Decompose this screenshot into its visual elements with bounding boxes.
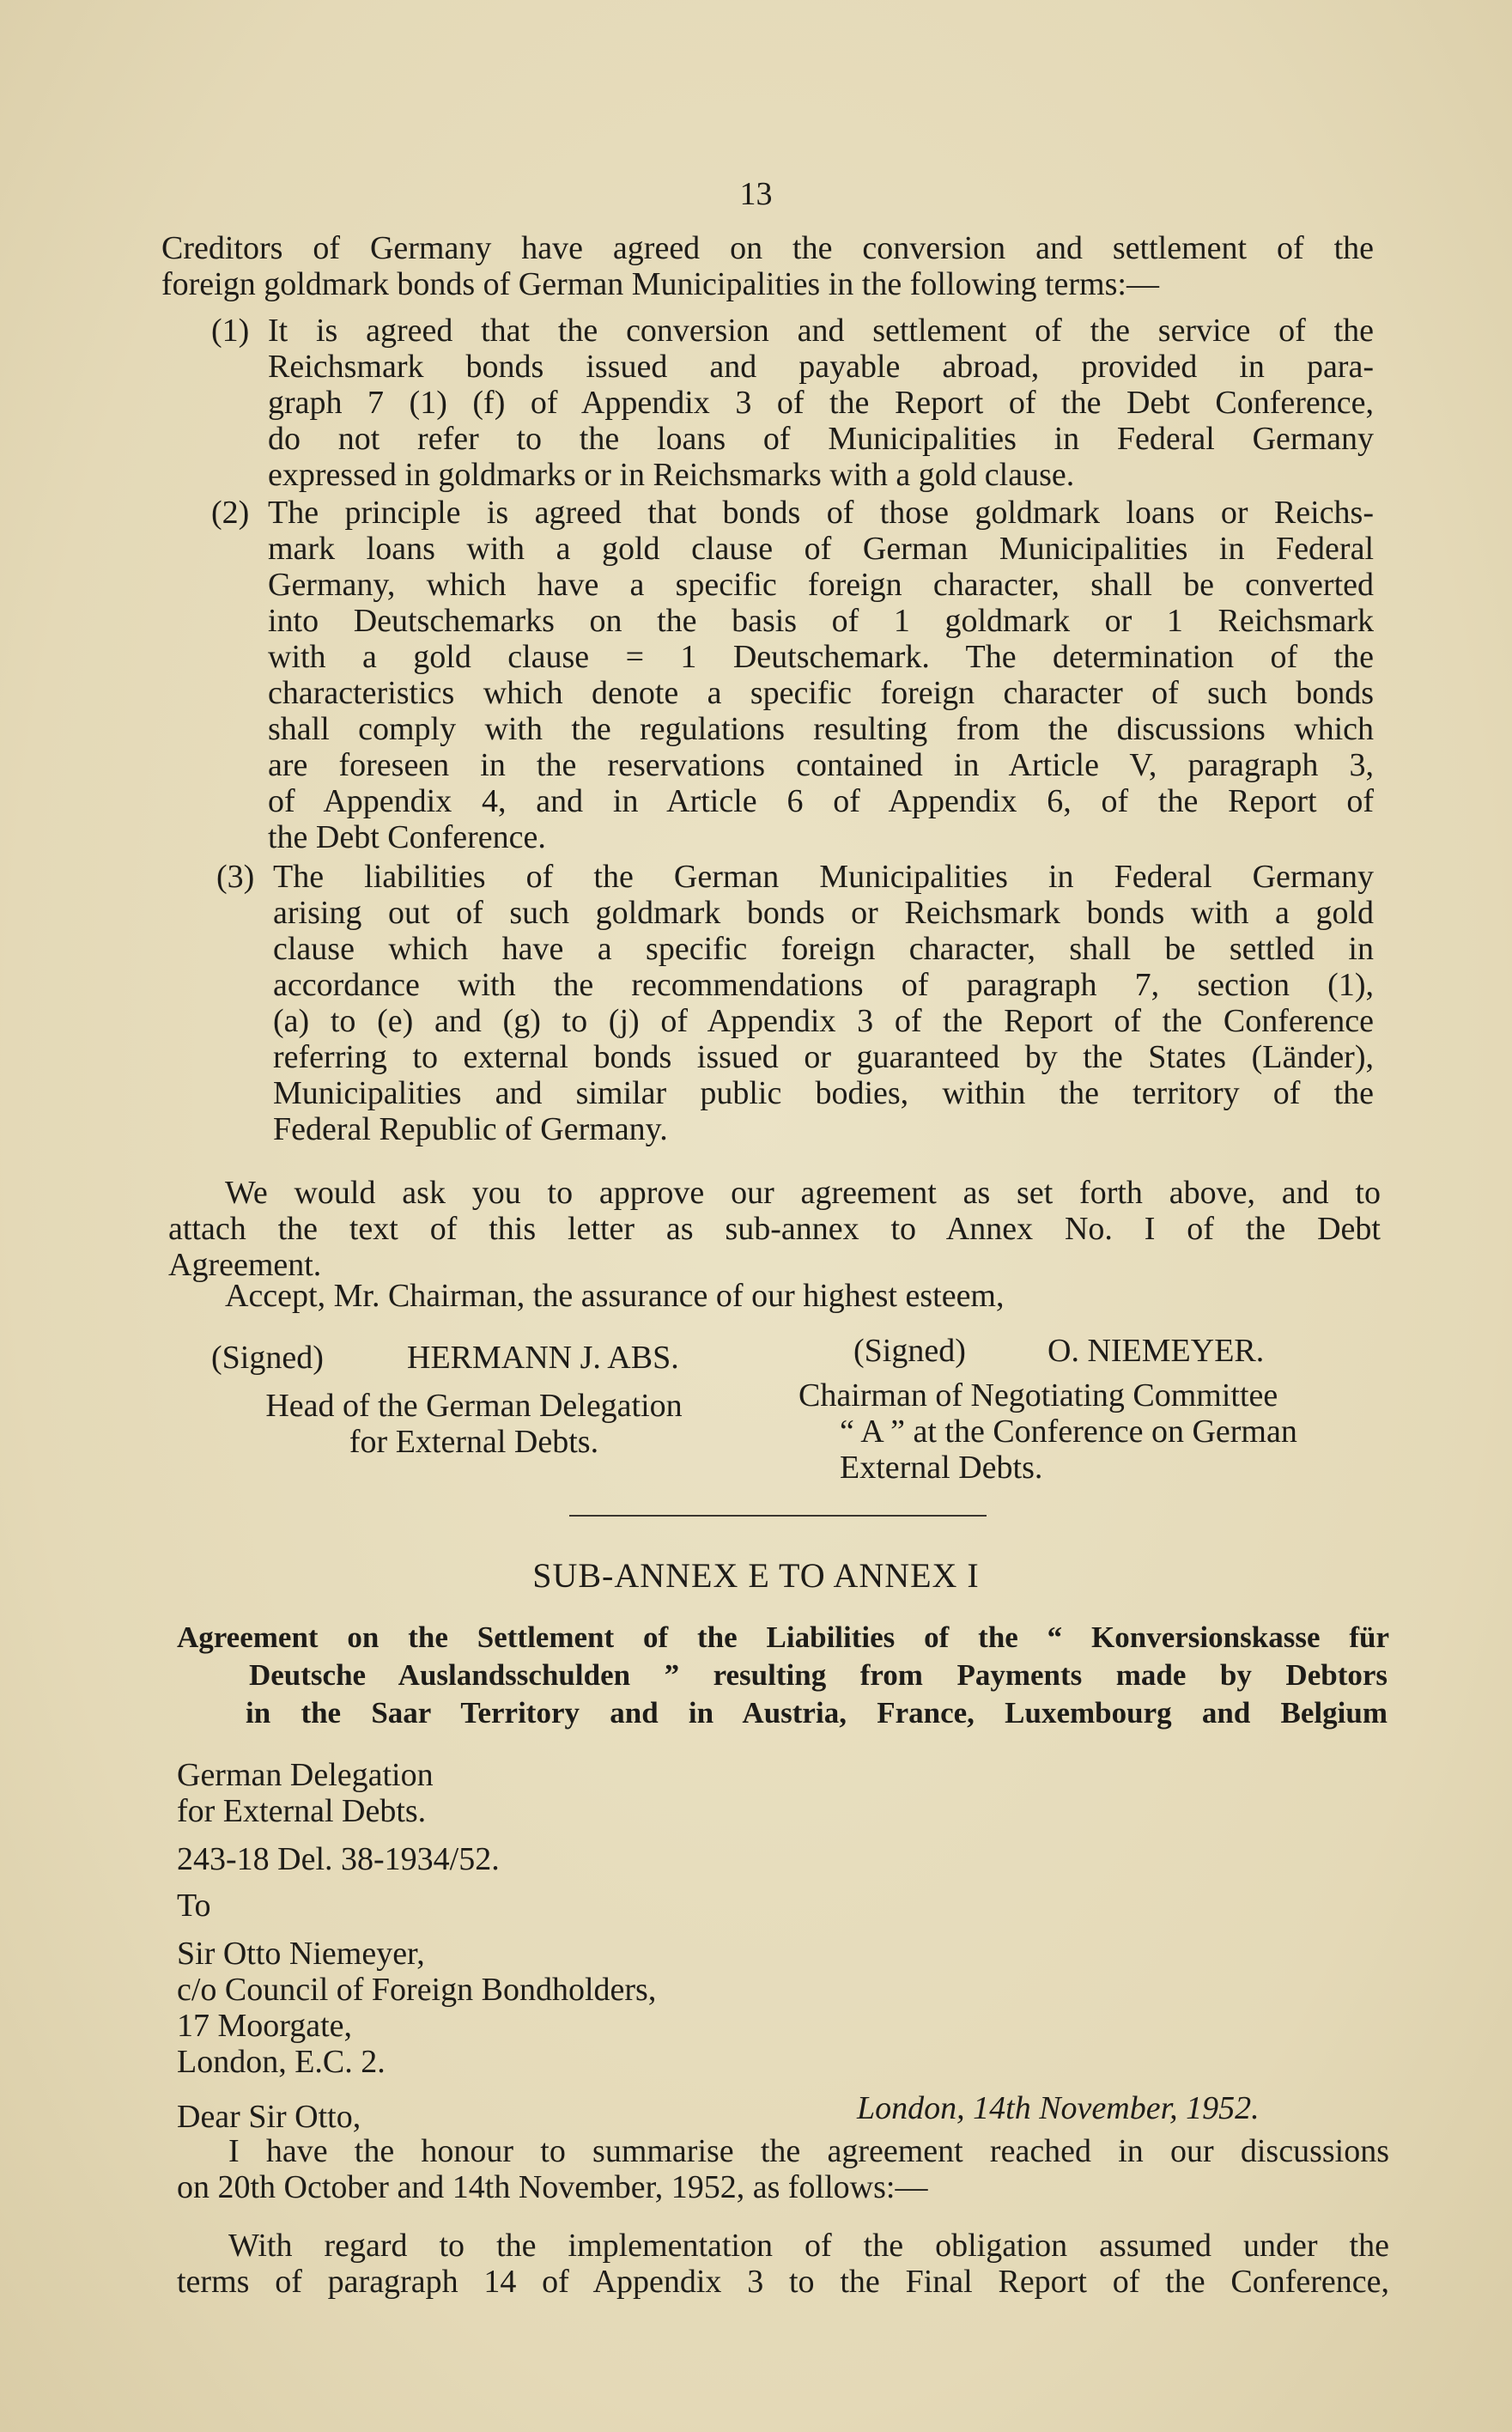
body-line: I have the honour to summarise the agreement reached in our discussions: [228, 2133, 1389, 2169]
right-signatory-name: O. NIEMEYER.: [1047, 1333, 1265, 1369]
item-line: It is agreed that the conversion and settlement of the service of the: [268, 313, 1374, 349]
item-line: (a) to (e) and (g) to (j) of Appendix 3 of the Report of the Conference: [273, 1003, 1374, 1039]
item-line: graph 7 (1) (f) of Appendix 3 of the Report of the Debt Conference,: [268, 385, 1374, 421]
intro-line: Creditors of Germany have agreed on the conversion and settlement of the: [161, 230, 1374, 266]
item-number: (1): [211, 313, 250, 349]
left-signed-label: (Signed): [211, 1340, 324, 1376]
final-line: With regard to the implementation of the obligation assumed under the: [228, 2228, 1389, 2264]
place-date: London, 14th November, 1952.: [857, 2090, 1260, 2126]
intro-line: foreign goldmark bonds of German Municipalities in the following terms:—: [161, 266, 1159, 302]
left-signatory-title: [199, 1388, 749, 1460]
address-line: 17 Moorgate,: [177, 2008, 353, 2044]
title-line: Chairman of Negotiating Committee: [799, 1377, 1278, 1414]
sub-annex-heading: SUB-ANNEX E TO ANNEX I: [532, 1556, 980, 1595]
closing-line: attach the text of this letter as sub-annex to Annex No. I of the Debt: [168, 1211, 1381, 1247]
item-line: clause which have a specific foreign character, shall be settled in: [273, 931, 1374, 967]
item-line: Reichsmark bonds issued and payable abroad, provided in para-: [268, 349, 1374, 385]
page-number: 13: [739, 176, 773, 212]
item-line: characteristics which denote a specific foreign character of such bonds: [268, 675, 1374, 711]
item-line: The liabilities of the German Municipalities in Federal Germany: [273, 859, 1374, 895]
section-divider: [569, 1515, 987, 1517]
item-line: accordance with the recommendations of paragraph 7, section (1),: [273, 967, 1374, 1003]
address-line: Sir Otto Niemeyer,: [177, 1936, 425, 1972]
agreement-title-line: Agreement on the Settlement of the Liabilities of the “ Konversionskasse für: [177, 1620, 1389, 1654]
item-line: mark loans with a gold clause of German Municipalities in Federal: [268, 531, 1374, 567]
item-line: Municipalities and similar public bodies, within the territory of the: [273, 1075, 1374, 1111]
address-line: c/o Council of Foreign Bondholders,: [177, 1972, 657, 2008]
accept-line: Accept, Mr. Chairman, the assurance of our highest esteem,: [225, 1278, 1005, 1314]
title-line: for External Debts.: [349, 1424, 599, 1460]
item-line: Federal Republic of Germany.: [273, 1111, 668, 1147]
item-line: do not refer to the loans of Municipalities in Federal Germany: [268, 421, 1374, 457]
to-label: To: [177, 1888, 211, 1924]
item-line: arising out of such goldmark bonds or Reichsmark bonds with a gold: [273, 895, 1374, 931]
item-line: are foreseen in the reservations contained in Article V, paragraph 3,: [268, 747, 1374, 783]
item-line: into Deutschemarks on the basis of 1 goldmark or 1 Reichsmark: [268, 603, 1374, 639]
agreement-title-line: in the Saar Territory and in Austria, France, Luxembourg and Belgium: [246, 1696, 1388, 1730]
address-line: London, E.C. 2.: [177, 2044, 386, 2080]
final-line: terms of paragraph 14 of Appendix 3 to the Final Report of the Conference,: [177, 2264, 1389, 2300]
sender-line: for External Debts.: [177, 1793, 427, 1829]
closing-line: We would ask you to approve our agreement as set forth above, and to: [225, 1175, 1381, 1211]
item-line: the Debt Conference.: [268, 819, 546, 855]
reference-number: 243-18 Del. 38-1934/52.: [177, 1841, 500, 1877]
item-line: Germany, which have a specific foreign character, shall be converted: [268, 567, 1374, 603]
body-line: on 20th October and 14th November, 1952, as follows:—: [177, 2169, 928, 2205]
item-number: (3): [216, 859, 255, 895]
closing-line: Agreement.: [168, 1247, 322, 1283]
item-line: shall comply with the regulations resulting from the discussions which: [268, 711, 1374, 747]
right-signed-label: (Signed): [853, 1333, 966, 1369]
title-line: Head of the German Delegation: [265, 1388, 683, 1424]
item-line: referring to external bonds issued or guaranteed by the States (Länder),: [273, 1039, 1374, 1075]
item-line: expressed in goldmarks or in Reichsmarks with a gold clause.: [268, 457, 1075, 493]
sender-line: German Delegation: [177, 1757, 434, 1793]
left-signatory-name: HERMANN J. ABS.: [407, 1340, 679, 1376]
salutation: Dear Sir Otto,: [177, 2099, 361, 2135]
right-signatory-title: [799, 1377, 1391, 1486]
item-line: of Appendix 4, and in Article 6 of Appendix 6, of the Report of: [268, 783, 1374, 819]
agreement-title-line: Deutsche Auslandsschulden ” resulting from Payments made by Debtors: [249, 1658, 1388, 1692]
item-line: The principle is agreed that bonds of those goldmark loans or Reichs-: [268, 495, 1374, 531]
title-line: “ A ” at the Conference on German: [840, 1414, 1297, 1450]
title-line: External Debts.: [840, 1450, 1043, 1486]
item-number: (2): [211, 495, 250, 531]
item-line: with a gold clause = 1 Deutschemark. The determination of the: [268, 639, 1374, 675]
